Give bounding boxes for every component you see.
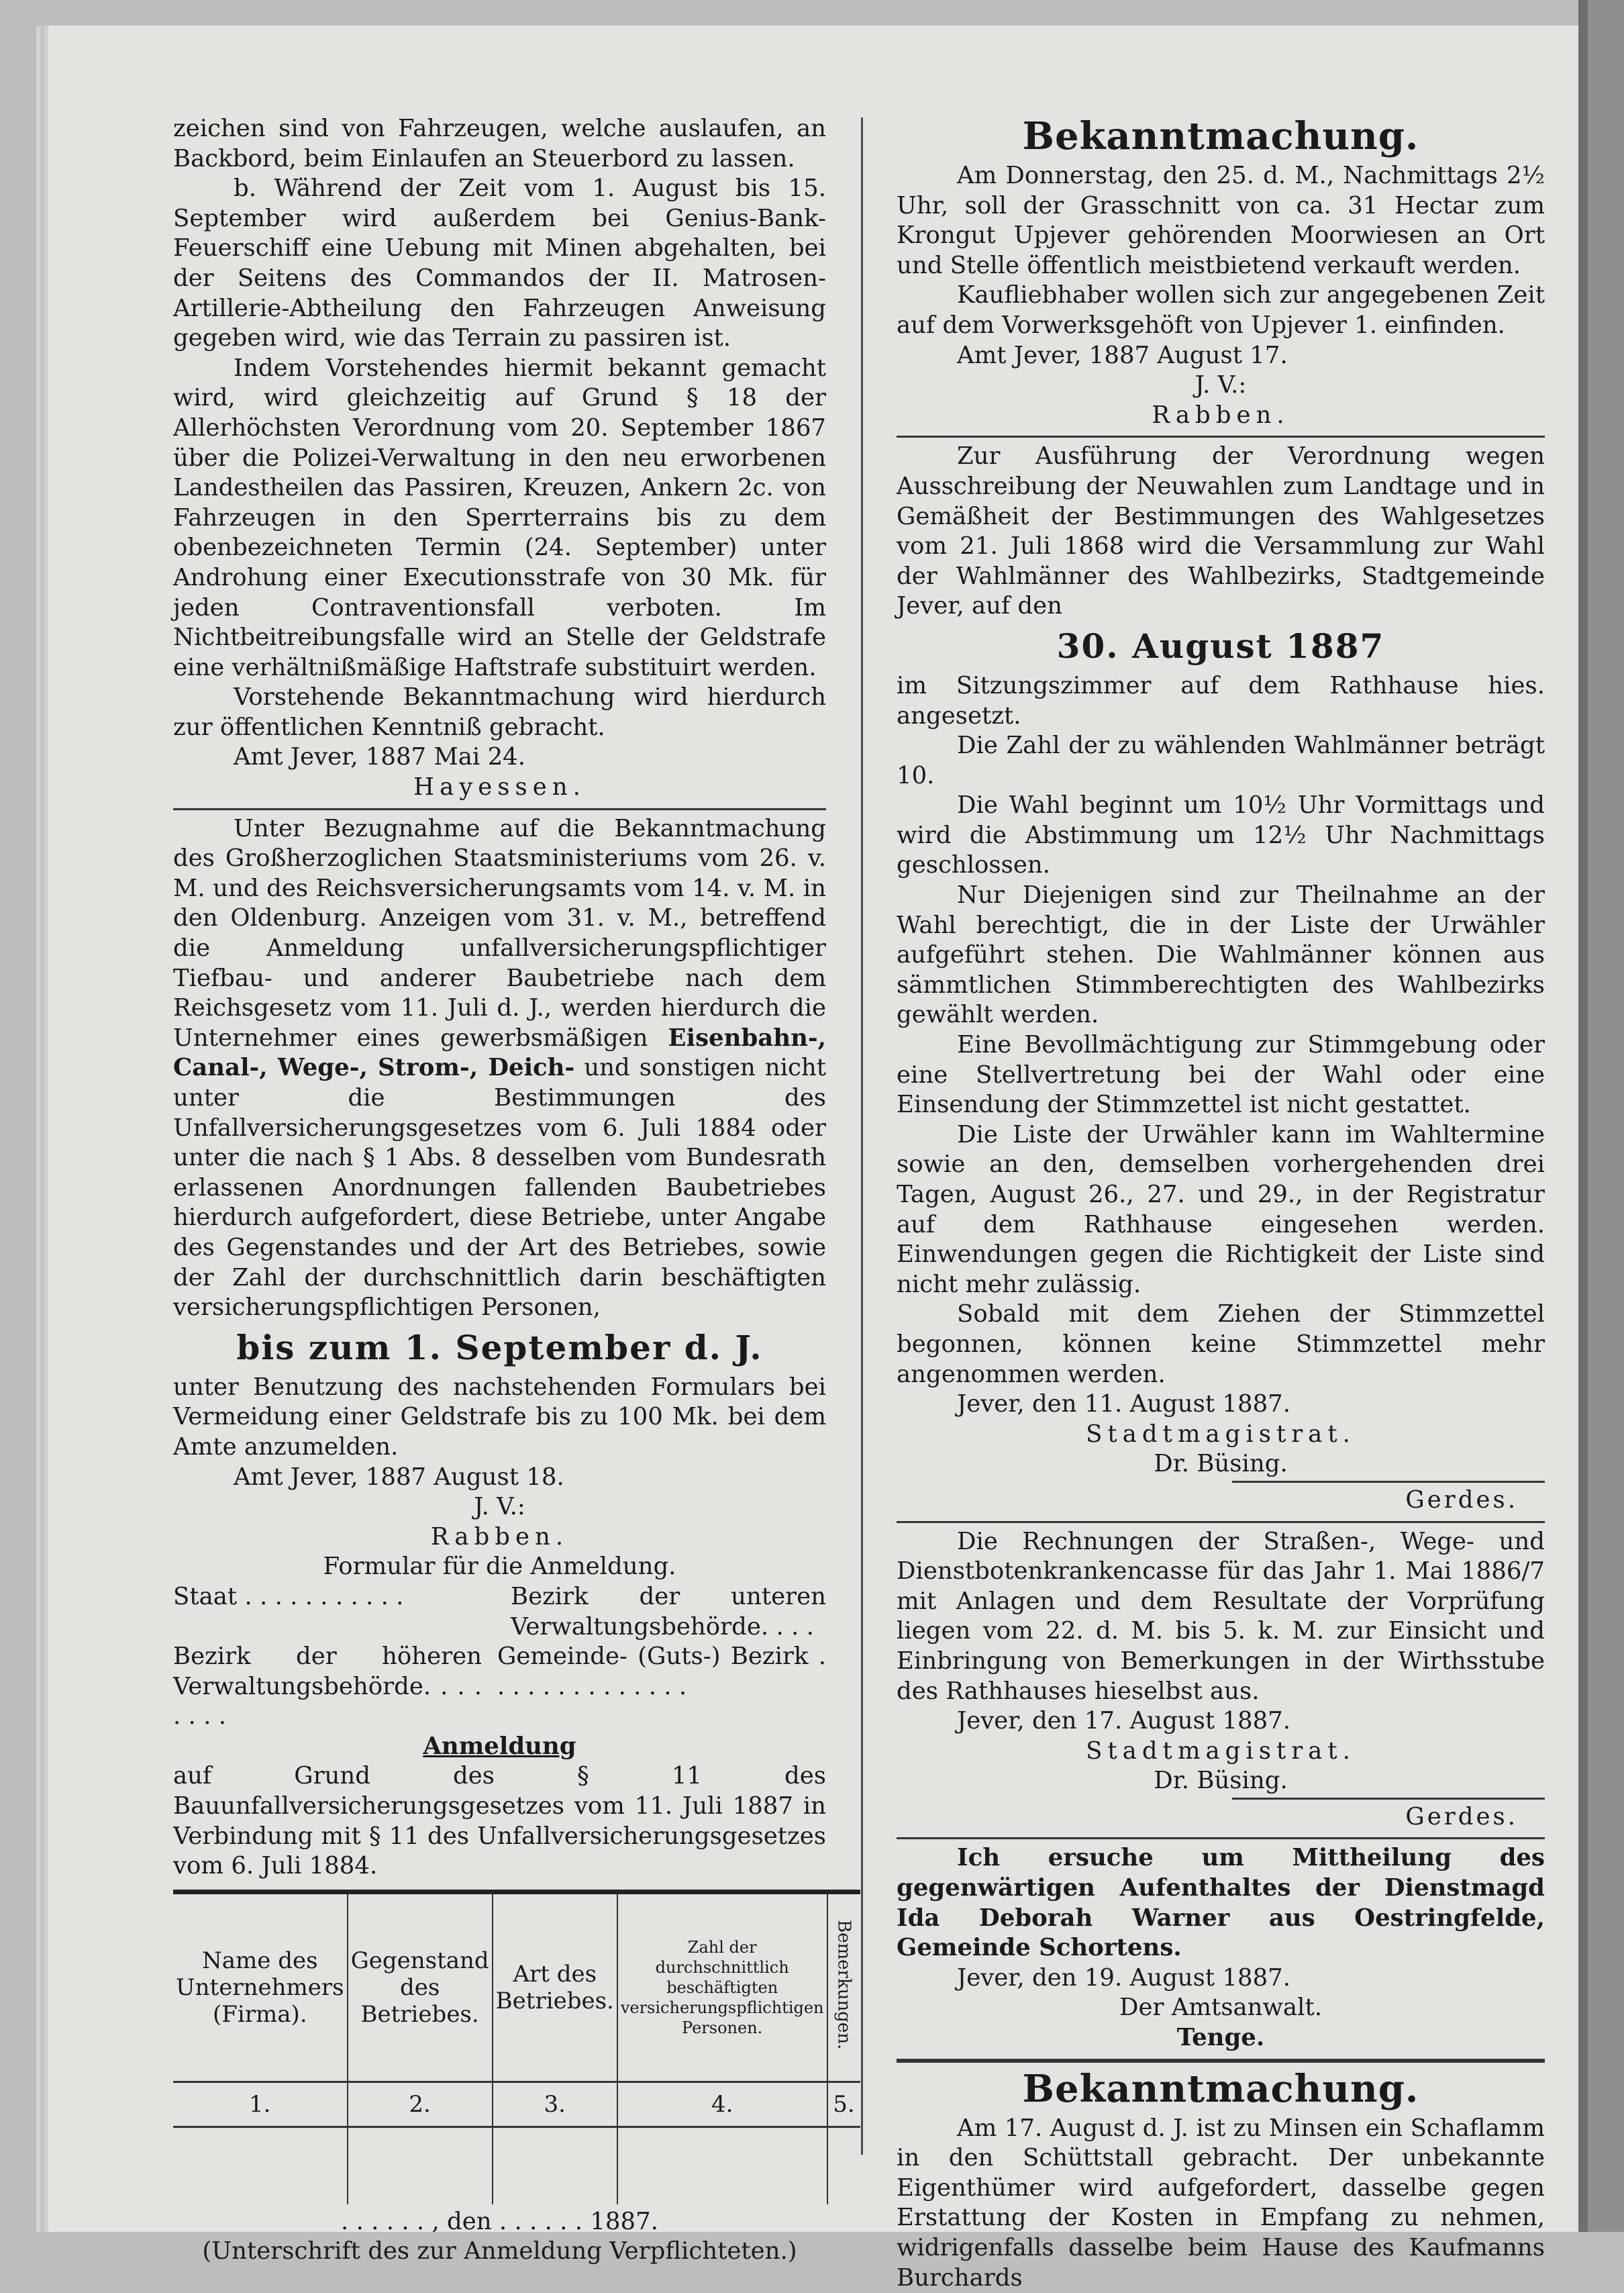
- form-row: [173, 1642, 826, 1732]
- notice-separator: [897, 2059, 1545, 2063]
- notice-date: Amt Jever, 1887 August 18.: [234, 1463, 564, 1491]
- column-divider: [861, 117, 863, 2155]
- signature: Dr. Büsing.: [1154, 1767, 1288, 1795]
- paragraph: Sobald mit dem Ziehen der Stimmzettel begonnen, können keine Stimmzettel mehr angenommen werden.: [897, 1300, 1545, 1388]
- table-cell: [827, 2127, 860, 2204]
- bold-text: Eisenbahn-, Canal-, Wege-, Strom-, Deich-: [173, 1024, 826, 1082]
- table-cell: [617, 2127, 827, 2204]
- paragraph: Die Liste der Urwähler kann im Wahltermine sowie an den, demselben vorhergehenden drei Tagen, August 26., 27. und 29., in der Registratur auf dem Rathhause eingesehen werden. Einwendungen gegen die Richtigkeit der Liste sind nicht mehr zulässig.: [897, 1120, 1545, 1298]
- signature: Rabben.: [430, 1522, 569, 1551]
- table-cell: 4.: [617, 2082, 827, 2127]
- signature: Stadtmagistrat.: [1086, 1737, 1356, 1765]
- paragraph: zeichen sind von Fahrzeugen, welche auslaufen, an Backbord, beim Einlaufen an Steuerbord zu lassen.: [173, 115, 826, 173]
- table-cell: [348, 2127, 493, 2204]
- table-header: Art des Betriebes.: [493, 1892, 617, 2082]
- table-header: Name des Unternehmers (Firma).: [173, 1892, 348, 2082]
- notice-separator: [897, 1837, 1545, 1839]
- notice-date: Jever, den 11. August 1887.: [957, 1390, 1291, 1418]
- book-spine-shadow: [1578, 0, 1588, 2232]
- paragraph: unter Benutzung des nachstehenden Formulars bei Vermeidung einer Geldstrafe bis zu 100 Mk. bei dem Amte anzumelden.: [173, 1373, 826, 1461]
- table-cell: [173, 2127, 348, 2204]
- sign-caption: (Unterschrift des zur Anmeldung Verpflichteten.): [202, 2237, 797, 2265]
- form-title: Formular für die Anmeldung.: [323, 1553, 676, 1581]
- paragraph: Kaufliebhaber wollen sich zur angegebenen Zeit auf dem Vorwerksgehöft von Upjever 1. einfinden.: [897, 281, 1545, 339]
- table-header: Gegenstand des Betriebes.: [348, 1892, 493, 2082]
- notice-separator: [173, 808, 826, 810]
- notice-separator: [897, 1521, 1545, 1523]
- signature: Tenge.: [1176, 2024, 1265, 2052]
- signature: Gerdes.: [1405, 1802, 1518, 1831]
- notice-separator: [897, 436, 1545, 438]
- signature: Stadtmagistrat.: [1086, 1420, 1356, 1448]
- paragraph: b. Während der Zeit vom 1. August bis 15. September wird außerdem bei Genius-Bank-Feuerschiff eine Uebung mit Minen abgehalten, bei der Seitens des Commandos der II. Matrosen-Artillerie-Abtheilung den Fahrzeugen Anweisung gegeben wird, wie das Terrain zu passiren ist.: [173, 175, 826, 352]
- table-cell: 3.: [493, 2082, 617, 2127]
- notice-heading: Bekanntmachung.: [1022, 114, 1419, 158]
- form-field-bezirk-hoeheren: Bezirk der höheren Verwaltungsbehörde. . . . . . . .: [173, 1643, 482, 1730]
- table-cell: 1.: [173, 2082, 348, 2127]
- anmeldung-heading: Anmeldung: [423, 1732, 576, 1760]
- deadline: bis zum 1. September d. J.: [236, 1327, 763, 1367]
- iv-label: J. V.:: [474, 1493, 525, 1521]
- registration-form-table: [173, 1890, 860, 2204]
- paragraph-text: Unter Bezugnahme auf die Bekanntmachung des Großherzoglichen Staatsministeriums vom 26. v. M. und des Reichsversicherungsamts vom 14. v. M. in den Oldenburg. Anzeigen vom 31. v. M., betreffend die Anmeldung unfallversicherungspflichtiger Tiefbau- und anderer Baubetriebe nach dem Reichsgesetz vom 11. Juli d. J., werden hierdurch die Unternehmer eines gewerbsmäßigen: [173, 814, 826, 1052]
- notice-date: Amt Jever, 1887 August 17.: [957, 341, 1288, 369]
- table-cell: 5.: [827, 2082, 860, 2127]
- paragraph: Ich ersuche um Mittheilung des gegenwärtigen Aufenthaltes der Dienstmagd Ida Deborah Warner aus Oestringfelde, Gemeinde Schortens.: [897, 1844, 1545, 1962]
- signature: Dr. Büsing.: [1154, 1450, 1288, 1478]
- table-header: Zahl der durchschnittlich beschäftigten versicherungspflichtigen Personen.: [617, 1892, 827, 2082]
- sign-line: . . . . . . , den . . . . . . 1887.: [341, 2207, 658, 2235]
- paragraph: im Sitzungszimmer auf dem Rathhause hies. angesetzt.: [897, 671, 1545, 730]
- table-header-text: Bemerkungen.: [833, 1919, 854, 2049]
- signature: Hayessen.: [413, 773, 586, 801]
- form-field-staat: Staat . . . . . . . . . . .: [173, 1582, 404, 1610]
- paragraph-text: und sonstigen nicht unter die Bestimmungen des Unfallversicherungsgesetzes vom 6. Juli 1884 oder unter die nach § 1 Abs. 8 desselben vom Bundesrath erlassenen Anordnungen fallenden Baubetriebes hierdurch aufgefordert, diese Betriebe, unter Angabe des Gegenstandes und der Art des Betriebes, sowie der Zahl der durchschnittlich darin beschäftigten versicherungspflichtigen Personen,: [173, 1054, 826, 1322]
- signature: Rabben.: [1152, 401, 1290, 429]
- signature-rule: [1232, 1481, 1545, 1483]
- election-date: 30. August 1887: [1056, 626, 1385, 666]
- paragraph: Die Zahl der zu wählenden Wahlmänner beträgt 10.: [897, 732, 1545, 789]
- paragraph: Die Wahl beginnt um 10½ Uhr Vormittags und wird die Abstimmung um 12½ Uhr Nachmittags geschlossen.: [897, 791, 1545, 879]
- paragraph: Zur Ausführung der Verordnung wegen Ausschreibung der Neuwahlen zum Landtage und in Gemäßheit der Bestimmungen des Wahlgesetzes vom 21. Juli 1868 wird die Versammlung zur Wahl der Wahlmänner des Wahlbezirks, Stadtgemeinde Jever, auf den: [897, 442, 1545, 620]
- table-cell: [493, 2127, 617, 2204]
- paragraph: auf Grund des § 11 des Bauunfallversicherungsgesetzes vom 11. Juli 1887 in Verbindung mit § 11 des Unfallversicherungsgesetzes vom 6. Juli 1884.: [173, 1762, 826, 1880]
- form-row: [173, 1582, 826, 1642]
- paragraph: Indem Vorstehendes hiermit bekannt gemacht wird, wird gleichzeitig auf Grund § 18 der Allerhöchsten Verordnung vom 20. September 1867 über die Polizei-Verwaltung in den neu erworbenen Landestheilen das Passiren, Kreuzen, Ankern 2c. von Fahrzeugen in den Sperrterrains bis zu dem obenbezeichneten Termin (24. September) unter Androhung einer Executionsstrafe von 30 Mk. für jeden Contraventionsfall verboten. Im Nichtbeitreibungsfalle wird an Stelle der Geldstrafe eine verhältnißmäßige Haftstrafe substituirt werden.: [173, 354, 826, 681]
- signature: Der Amtsanwalt.: [1119, 1994, 1322, 2022]
- notice-date: Amt Jever, 1887 Mai 24.: [234, 743, 526, 771]
- signature: Gerdes.: [1405, 1485, 1518, 1514]
- paragraph: Die Rechnungen der Straßen-, Wege- und Dienstbotenkrankencasse für das Jahr 1. Mai 1886/7 mit Anlagen und dem Resultate der Vorprüfung liegen vom 22. d. M. bis 5. k. M. zur Einsicht und Einbringung von Bemerkungen in der Wirthsstube des Rathhauses hieselbst aus.: [897, 1527, 1545, 1705]
- paragraph: Eine Bevollmächtigung zur Stimmgebung oder eine Stellvertretung bei der Wahl oder eine Einsendung der Stimmzettel ist nicht gestattet.: [897, 1031, 1545, 1119]
- notice-heading: Bekanntmachung.: [1022, 2066, 1419, 2111]
- paragraph: Am Donnerstag, den 25. d. M., Nachmittags 2½ Uhr, soll der Grasschnitt von ca. 31 Hectar zum Krongut Upjever gehörenden Moorwiesen an Ort und Stelle öffentlich meistbietend verkauft werden.: [897, 162, 1545, 279]
- paragraph: Vorstehende Bekanntmachung wird hierdurch zur öffentlichen Kenntniß gebracht.: [173, 683, 826, 741]
- table-header: [827, 1892, 860, 2082]
- notice-date: Jever, den 19. August 1887.: [957, 1963, 1291, 1992]
- paragraph: Am 17. August d. J. ist zu Minsen ein Schaflamm in den Schüttstall gebracht. Der unbekannte Eigenthümer wird aufgefordert, dasselbe gegen Erstattung der Kosten in Empfang zu nehmen, widrigenfalls dasselbe beim Hause des Kaufmanns Burchards: [897, 2114, 1545, 2292]
- form-field-bezirk-unteren: Bezirk der unteren Verwaltungsbehörde. . . .: [511, 1582, 826, 1641]
- signature-rule: [1232, 1798, 1545, 1800]
- paragraph: [173, 814, 826, 1323]
- notice-date: Jever, den 17. August 1887.: [957, 1707, 1291, 1735]
- form-field-gemeinde: Gemeinde- (Guts-) Bezirk . . . . . . . . . . . . . .: [497, 1643, 826, 1700]
- iv-label: J. V.:: [1195, 371, 1247, 399]
- right-column: [897, 114, 1545, 2293]
- paragraph: Nur Diejenigen sind zur Theilnahme an der Wahl berechtigt, die in der Liste der Urwähler aufgeführt stehen. Die Wahlmänner können aus sämmtlichen Stimmberechtigten des Wahlbezirks gewählt werden.: [897, 881, 1545, 1029]
- left-column: [173, 114, 855, 2267]
- table-cell: 2.: [348, 2082, 493, 2127]
